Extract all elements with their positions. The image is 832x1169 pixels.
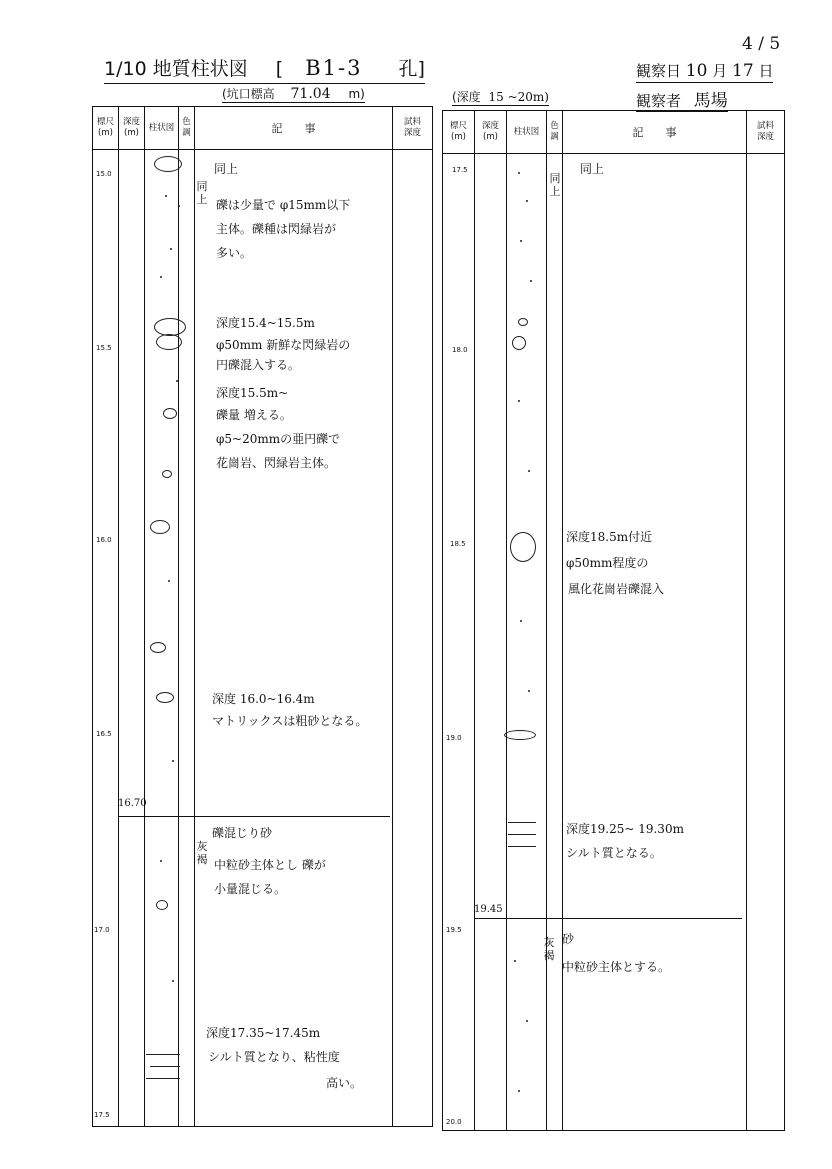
sand-dot [526, 200, 528, 202]
sand-dot [172, 760, 174, 762]
sand-dot [518, 1090, 520, 1092]
month-label: 月 [712, 62, 728, 80]
note-line: 中粒砂主体とする。 [562, 960, 671, 974]
sand-dot [172, 980, 174, 982]
page-title [104, 54, 425, 84]
note-line: 多い。 [216, 246, 253, 260]
silt-dash [508, 846, 536, 847]
column-chart-header: 柱状図 [145, 107, 179, 150]
layer-boundary-line [474, 918, 742, 919]
depth-range-label: (深度 [452, 90, 481, 104]
note-line: 同上 [580, 162, 605, 176]
gravel-symbol [156, 900, 168, 910]
note-line: 高い。 [326, 1076, 363, 1090]
notes-column [563, 154, 747, 1131]
sand-dot [528, 470, 530, 472]
gravel-symbol [162, 470, 172, 478]
sand-dot [160, 276, 162, 278]
obs-day: 17 [732, 61, 754, 81]
color-entry: 灰褐 [196, 840, 208, 866]
obs-date-label: 観察日 [636, 62, 682, 80]
color-column [179, 150, 195, 1127]
gravel-symbol [156, 692, 174, 703]
depth-tick: 15.5 [96, 344, 112, 352]
sample-depth-column [393, 150, 433, 1127]
note-line: 小量混じる。 [214, 882, 287, 896]
sand-dot [518, 400, 520, 402]
sample-depth-header: 試料 深度 [747, 111, 785, 154]
depth-column [475, 154, 507, 1131]
notes-header: 記 事 [195, 107, 393, 150]
gravel-symbol [512, 336, 526, 350]
silt-dash [146, 1054, 180, 1055]
notes-header: 記 事 [563, 111, 747, 154]
depth-tick: 19.0 [446, 734, 462, 742]
silt-dash [150, 1066, 180, 1067]
sand-dot [526, 1020, 528, 1022]
note-line: φ50mm 新鮮な閃緑岩の [216, 338, 351, 352]
depth-tick: 19.5 [446, 926, 462, 934]
note-line: 砂 [562, 932, 575, 946]
sand-dot [168, 580, 170, 582]
left-log-table [92, 106, 433, 1127]
scale-column [93, 150, 119, 1127]
color-header: 色 調 [179, 107, 195, 150]
note-line: 深度17.35~17.45m [206, 1026, 321, 1040]
color-entry: 灰褐 [543, 936, 555, 962]
note-line: 深度15.4~15.5m [216, 316, 315, 330]
sample-depth-column [747, 154, 785, 1131]
sand-dot [178, 205, 180, 207]
scale-header: 標尺 (m) [443, 111, 475, 154]
depth-tick: 18.0 [452, 346, 468, 354]
depth-tick: 18.5 [450, 540, 466, 548]
sand-dot [160, 860, 162, 862]
note-line: 深度19.25~ 19.30m [566, 822, 684, 836]
gravel-symbol [154, 156, 182, 172]
sand-dot [520, 620, 522, 622]
depth-tick: 17.5 [452, 166, 468, 174]
notes-column [195, 150, 393, 1127]
note-line: φ50mm程度の [566, 556, 649, 570]
note-line: 深度18.5m付近 [566, 530, 653, 544]
note-line: シルト質となり、粘性度 [208, 1050, 340, 1064]
observer [636, 86, 728, 112]
color-entry: 同上 [549, 172, 561, 198]
obs-month: 10 [685, 61, 708, 81]
note-line: シルト質となる。 [566, 846, 662, 860]
depth-range [452, 88, 549, 106]
note-line: 礫は少量で φ15mm以下 [216, 198, 351, 212]
gravel-symbol [518, 318, 528, 326]
note-line: 花崗岩、閃緑岩主体。 [216, 456, 337, 470]
page-number: 4 / 5 [742, 34, 781, 54]
depth-tick: 17.0 [94, 926, 110, 934]
sand-dot [530, 280, 532, 282]
observer-label: 観察者 [636, 92, 682, 110]
right-log-table [442, 110, 785, 1131]
note-line: マトリックスは粗砂となる。 [212, 714, 368, 728]
note-line: 風化花崗岩礫混入 [568, 582, 665, 596]
title-prefix: 1/10 地質柱状図 [104, 58, 248, 80]
bracket-open: [ [275, 58, 284, 80]
note-line: 深度 16.0~16.4m [212, 692, 315, 706]
depth-column [119, 150, 145, 1127]
depth-tick: 16.0 [96, 536, 112, 544]
gravel-symbol [156, 334, 182, 350]
color-column [547, 154, 563, 1131]
bracket-close: 孔] [398, 58, 425, 80]
elevation-label: (坑口標高 [222, 87, 275, 101]
color-entry: 同上 [196, 180, 208, 206]
layer-boundary-line [118, 816, 390, 817]
note-line: 円礫混入する。 [216, 358, 301, 372]
scale-column [443, 154, 475, 1131]
sand-dot [514, 960, 516, 962]
silt-dash [508, 834, 536, 835]
depth-header: 深度 (m) [475, 111, 507, 154]
note-line: 礫量 増える。 [216, 408, 292, 422]
boundary-depth: 16.70 [118, 798, 147, 809]
observer-name: 馬場 [693, 91, 728, 111]
note-line: 主体。礫種は閃緑岩が [216, 222, 337, 236]
sand-dot [518, 172, 520, 174]
note-line: φ5~20mmの亜円礫で [216, 432, 341, 446]
scale-header: 標尺 (m) [93, 107, 119, 150]
sample-depth-header: 試料 深度 [393, 107, 433, 150]
depth-tick: 16.5 [96, 730, 112, 738]
silt-dash [508, 822, 536, 823]
gravel-symbol [504, 730, 536, 740]
depth-range-value: 15 ~20m) [488, 90, 549, 104]
column-chart [507, 154, 547, 1131]
column-chart-header: 柱状図 [507, 111, 547, 154]
note-line: 礫混じり砂 [212, 826, 273, 840]
gravel-symbol [150, 642, 166, 653]
gravel-symbol [163, 408, 177, 419]
boundary-depth: 19.45 [474, 904, 503, 915]
observation-date [636, 60, 773, 83]
note-line: 同上 [214, 162, 239, 176]
weathered-granite-symbol [510, 532, 536, 562]
day-label: 日 [758, 62, 774, 80]
note-line: 深度15.5m~ [216, 386, 289, 400]
hole-id: B1-3 [305, 56, 363, 80]
elevation-unit: m) [348, 87, 365, 101]
sand-dot [176, 380, 178, 382]
sand-dot [520, 240, 522, 242]
silt-dash [146, 1078, 180, 1079]
elevation-value: 71.04 [290, 86, 331, 102]
depth-tick: 17.5 [94, 1111, 110, 1119]
depth-tick: 20.0 [446, 1118, 462, 1126]
gravel-symbol [150, 520, 170, 534]
sand-dot [528, 690, 530, 692]
depth-tick: 15.0 [96, 170, 112, 178]
sand-dot [170, 248, 172, 250]
color-header: 色 調 [547, 111, 563, 154]
note-line: 中粒砂主体とし 礫が [214, 858, 326, 872]
depth-header: 深度 (m) [119, 107, 145, 150]
collar-elevation [222, 85, 365, 103]
sand-dot [165, 195, 167, 197]
